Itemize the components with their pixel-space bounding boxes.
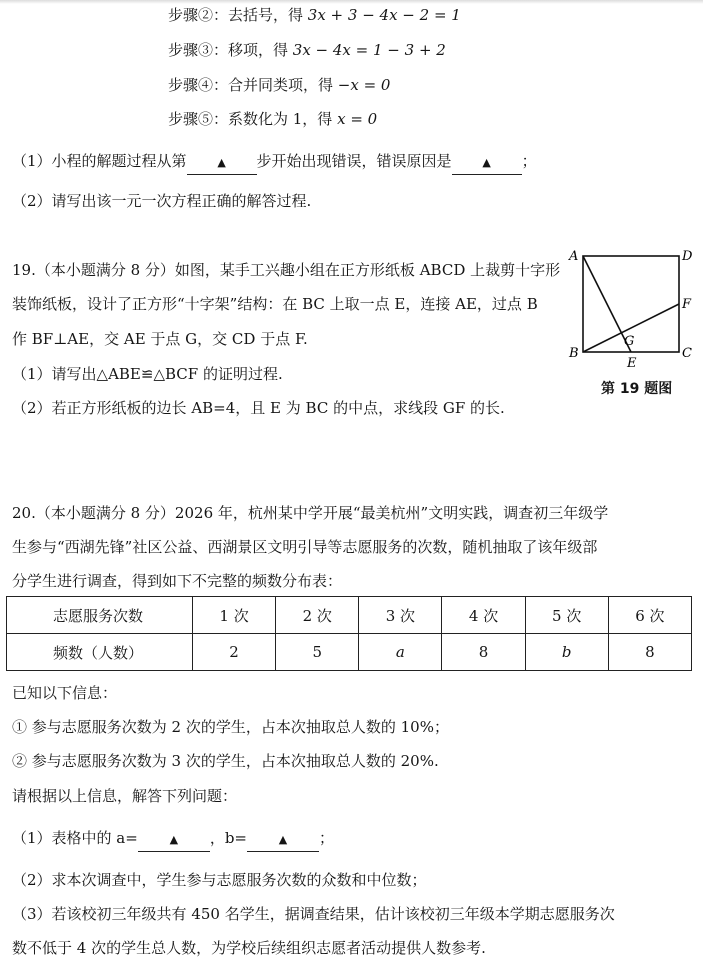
table-cell: 3 次 (359, 597, 442, 634)
table-cell: 5 (276, 634, 359, 671)
q19-stem-line-2: 装饰纸板，设计了正方形“十字架”结构：在 BC 上取一点 E，连接 AE，过点 B (12, 295, 538, 313)
table-cell: 2 次 (276, 597, 359, 634)
step-4: 步骤④：合并同类项，得 −x = 0 (168, 76, 391, 94)
q20-part1: （1）表格中的 a= ▲ ，b= ▲ ； (12, 827, 334, 852)
q20-stem-line-2: 生参与“西湖先锋”社区公益、西湖景区文明引导等志愿服务的次数，随机抽取了该年级部 (12, 538, 598, 556)
table-cell: 4 次 (442, 597, 525, 634)
q20-info-2: ② 参与志愿服务次数为 3 次的学生，占本次抽取总人数的 20%. (12, 752, 439, 770)
q19-part1: （1）请写出△ABE≌△BCF 的证明过程. (12, 365, 283, 383)
q20-part3-line-1: （3）若该校初三年级共有 450 名学生，据调查结果，估计该校初三年级本学期志愿服务次 (12, 905, 615, 923)
label-c: C (682, 346, 692, 361)
q19-figure-square-abcd (566, 244, 696, 374)
q20-part3-line-2: 数不低于 4 次的学生总人数，为学校后续组织志愿者活动提供人数参考. (12, 939, 486, 957)
label-g: G (624, 334, 635, 349)
label-e: E (627, 356, 637, 371)
q19-figure-caption: 第 19 题图 (601, 381, 673, 397)
table-header-cell: 志愿服务次数 (7, 597, 193, 634)
q20-info-heading: 已知以下信息： (12, 684, 118, 702)
q19-stem-line-1: 19.（本小题满分 8 分）如图，某手工兴趣小组在正方形纸板 ABCD 上裁剪十字形 (12, 261, 561, 279)
q18-answer-blank-2[interactable]: ▲ (452, 150, 522, 175)
q20-answer-blank-b[interactable]: ▲ (247, 827, 319, 852)
q20-stem-line-1: 20.（本小题满分 8 分）2026 年，杭州某中学开展“最美杭州”文明实践，调查初三年级学 (12, 504, 609, 522)
step-5: 步骤⑤：系数化为 1，得 x = 0 (168, 110, 378, 128)
q20-stem-line-3: 分学生进行调查，得到如下不完整的频数分布表： (12, 572, 343, 590)
table-cell: 8 (608, 634, 691, 671)
table-cell: 8 (442, 634, 525, 671)
table-cell: 2 (193, 634, 276, 671)
label-a: A (569, 249, 579, 264)
q19-part2: （2）若正方形纸板的边长 AB=4，且 E 为 BC 的中点，求线段 GF 的长. (12, 399, 505, 417)
label-f: F (682, 297, 692, 312)
q20-part2: （2）求本次调查中，学生参与志愿服务次数的众数和中位数； (12, 871, 427, 889)
table-header-cell: 频数（人数） (7, 634, 193, 671)
label-b: B (569, 346, 579, 361)
q19-stem-line-3: 作 BF⊥AE，交 AE 于点 G，交 CD 于点 F. (12, 330, 308, 348)
table-row (7, 597, 692, 634)
table-cell-variable-a: a (359, 634, 442, 671)
frequency-distribution-table (6, 596, 692, 671)
q20-ask: 请根据以上信息，解答下列问题： (12, 787, 238, 805)
step-2: 步骤②：去括号，得 3x + 3 − 4x − 2 = 1 (168, 6, 461, 24)
label-d: D (682, 249, 693, 264)
table-cell-variable-b: b (525, 634, 608, 671)
q20-info-1: ① 参与志愿服务次数为 2 次的学生，占本次抽取总人数的 10%； (12, 718, 449, 736)
table-cell: 6 次 (608, 597, 691, 634)
q18-answer-blank-1[interactable]: ▲ (187, 150, 257, 175)
table-cell: 1 次 (193, 597, 276, 634)
q20-answer-blank-a[interactable]: ▲ (138, 827, 210, 852)
q18-part1: （1）小程的解题过程从第 ▲ 步开始出现错误，错误原因是 ▲ ； (12, 150, 537, 175)
step-3: 步骤③：移项，得 3x − 4x = 1 − 3 + 2 (168, 41, 446, 59)
table-cell: 5 次 (525, 597, 608, 634)
table-row (7, 634, 692, 671)
q18-part2: （2）请写出该一元一次方程正确的解答过程. (12, 192, 312, 210)
